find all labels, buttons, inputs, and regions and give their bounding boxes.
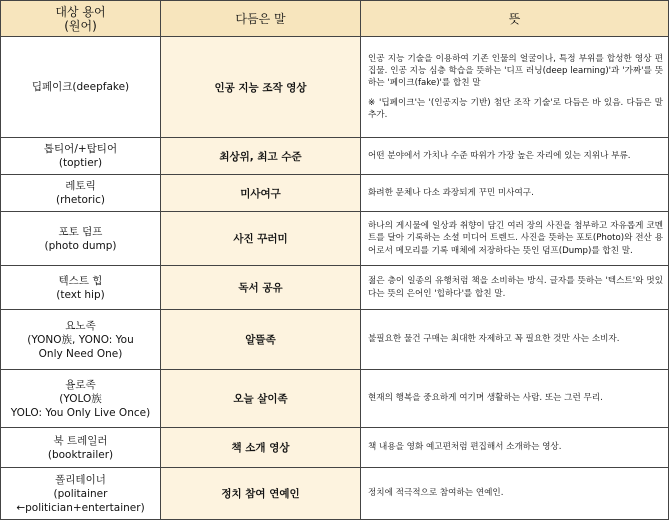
header-term — [1, 1, 161, 37]
alt-cell: 독서 공유 — [161, 266, 361, 310]
table-row — [1, 310, 669, 370]
table-row — [1, 175, 669, 212]
term-line: (YONO族, YONO: You — [27, 333, 134, 346]
header-row — [1, 1, 669, 37]
table-row — [1, 468, 669, 520]
header-term-line-2: (원어) — [64, 18, 97, 33]
table-row — [1, 212, 669, 266]
meaning-cell: 현재의 행복을 중요하게 여기며 생활하는 사람. 또는 그런 무리. — [361, 370, 669, 428]
term-line: (rhetoric) — [56, 194, 105, 206]
term-cell — [1, 310, 161, 370]
term-line: 톱티어/+탑티어 — [43, 143, 118, 155]
term-line: 욜로족 — [65, 378, 96, 391]
alt-cell: 미사여구 — [161, 175, 361, 212]
term-cell — [1, 266, 161, 310]
term-line: 북 트레일러 — [53, 434, 108, 447]
term-line: (toptier) — [58, 157, 103, 169]
term-line: 텍스트 힙 — [58, 274, 103, 287]
alt-cell: 책 소개 영상 — [161, 428, 361, 468]
alt-cell: 인공 지능 조작 영상 — [161, 37, 361, 138]
term-line: Only Need One) — [38, 347, 123, 360]
meaning-cell: 정치에 적극적으로 참여하는 연예인. — [361, 468, 669, 520]
alt-cell: 알뜰족 — [161, 310, 361, 370]
term-line: 딥페이크(deepfake) — [31, 81, 130, 93]
term-line: ←politician+entertainer) — [16, 501, 145, 514]
table-row — [1, 37, 669, 138]
meaning-cell: 책 내용을 영화 예고편처럼 편집해서 소개하는 영상. — [361, 428, 669, 468]
header-meaning: 뜻 — [361, 1, 669, 37]
meaning-cell: 화려한 문체나 다소 과장되게 꾸민 미사여구. — [361, 175, 669, 212]
header-term-line-1: 대상 용어 — [55, 4, 106, 19]
alt-cell: 최상위, 최고 수준 — [161, 138, 361, 175]
term-line: 폴리테이너 — [55, 473, 106, 486]
table-row — [1, 428, 669, 468]
term-line: (photo dump) — [44, 239, 117, 252]
meaning-cell — [361, 37, 669, 138]
meaning-cell: 하나의 게시물에 일상과 취향이 담긴 여러 장의 사진을 첨부하고 자유롭게 코멘트를 달아 기록하는 소셜 미디어 트렌드. 사진을 뜻하는 포토(Photo)와 전산 용어로서 메모리를 기록 매체에 저장하다는 뜻인 덤프(Dump)를 합친 말. — [361, 212, 669, 266]
meaning-cell: 불필요한 물건 구매는 최대한 자제하고 꼭 필요한 것만 사는 소비자. — [361, 310, 669, 370]
term-line: (booktrailer) — [47, 448, 114, 461]
term-line: (YOLO族 — [59, 392, 102, 405]
table-row — [1, 370, 669, 428]
meaning-text: 인공 지능 기술을 이용하여 기존 인물의 얼굴이나, 특정 부위를 합성한 영상 편집물. 인공 지능 심층 학습을 뜻하는 '디프 러닝(deep learning)'과 '가짜'를 뜻하는 '페이크(fake)'를 합친 말 — [368, 53, 663, 89]
term-cell — [1, 175, 161, 212]
term-line: YOLO: You Only Live Once) — [10, 406, 151, 419]
meaning-cell: 어떤 분야에서 가치나 수준 따위가 가장 높은 자리에 있는 지위나 부류. — [361, 138, 669, 175]
term-line: 레토릭 — [65, 180, 96, 192]
table-row — [1, 266, 669, 310]
alt-cell: 정치 참여 연예인 — [161, 468, 361, 520]
term-line: 포토 덤프 — [58, 225, 103, 238]
term-cell — [1, 138, 161, 175]
term-line: (text hip) — [56, 288, 105, 301]
term-line: (politainer — [53, 487, 108, 500]
alt-cell: 오늘 살이족 — [161, 370, 361, 428]
term-cell — [1, 428, 161, 468]
term-cell — [1, 468, 161, 520]
meaning-note: ※ '딥페이크'는 '(인공지능 기반) 첨단 조작 기술'로 다듬은 바 있음. 다듬은 말 추가. — [368, 97, 663, 120]
table-row — [1, 138, 669, 175]
header-alt: 다듬은 말 — [161, 1, 361, 37]
term-cell — [1, 212, 161, 266]
term-cell — [1, 370, 161, 428]
alt-cell: 사진 꾸러미 — [161, 212, 361, 266]
meaning-cell: 젊은 층이 일종의 유행처럼 책을 소비하는 방식. 글자를 뜻하는 '텍스트'와 멋있다는 뜻의 은어인 '힙하다'를 합친 말. — [361, 266, 669, 310]
term-line: 요노족 — [65, 319, 96, 332]
term-cell — [1, 37, 161, 138]
